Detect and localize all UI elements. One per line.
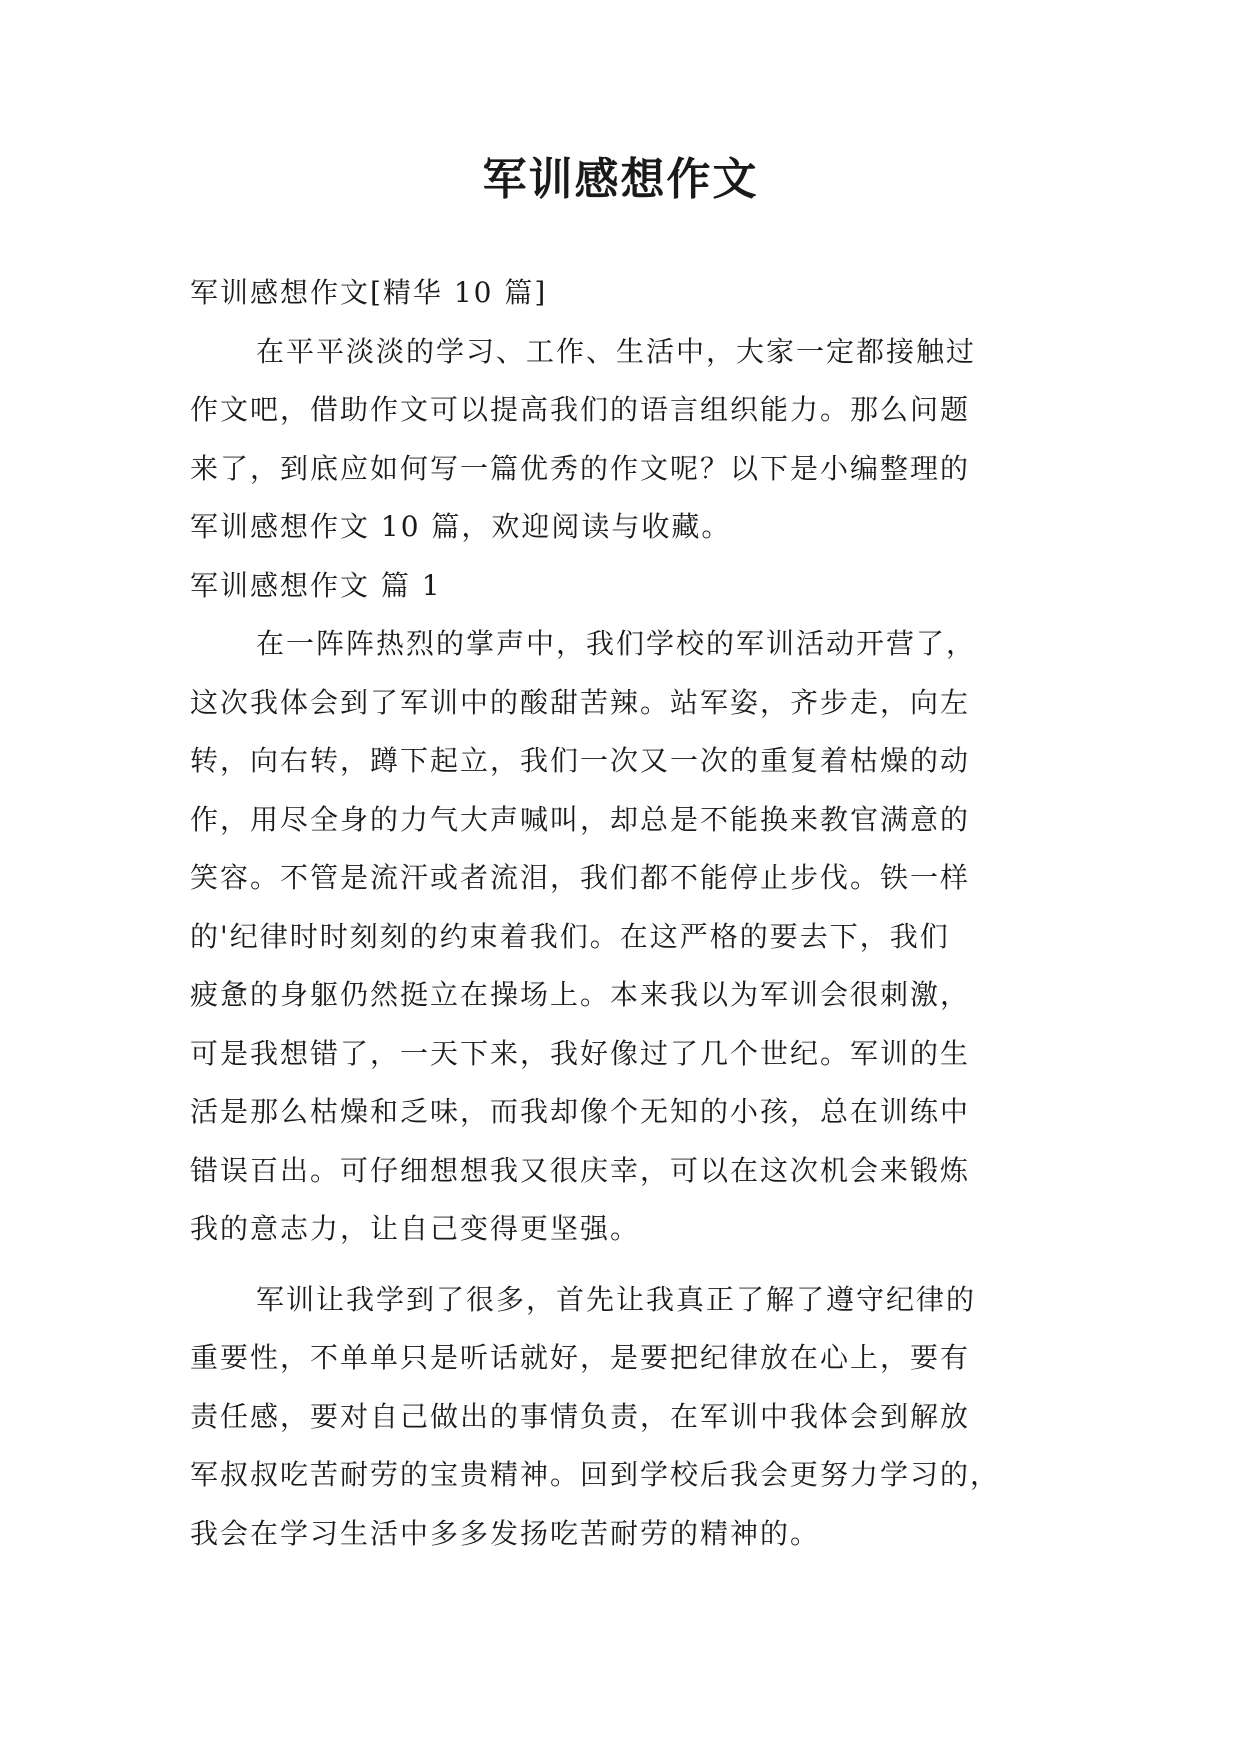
text-line: 军训感想作文 10 篇，欢迎阅读与收藏。 <box>190 510 732 543</box>
intro-paragraph <box>190 323 1056 557</box>
text-line: 重要性，不单单只是听话就好，是要把纪律放在心上，要有 <box>190 1341 971 1374</box>
paragraph-1 <box>190 615 1056 1259</box>
text-line: 的'纪律时时刻刻的约束着我们。在这严格的要去下，我们 <box>190 919 950 953</box>
text-line: 作，用尽全身的力气大声喊叫，却总是不能换来教官满意的 <box>190 802 971 836</box>
text-line: 在平平淡淡的学习、工作、生活中，大家一定都接触过 <box>256 334 977 368</box>
text-line: 我的意志力，让自己变得更坚强。 <box>190 1212 641 1245</box>
text-line: 作文吧，借助作文可以提高我们的语言组织能力。那么问题 <box>190 393 971 426</box>
document-title: 军训感想作文 <box>482 154 759 205</box>
paragraph-2 <box>190 1271 1056 1564</box>
text-line: 笑容。不管是流汗或者流泪，我们都不能停止步伐。铁一样 <box>190 861 971 894</box>
text-line: 可是我想错了，一天下来，我好像过了几个世纪。军训的生 <box>190 1036 971 1070</box>
document-subtitle: 军训感想作文[精华 10 篇] <box>190 276 548 309</box>
text-line: 错误百出。可仔细想想我又很庆幸，可以在这次机会来锻炼 <box>190 1153 971 1187</box>
text-line: 活是那么枯燥和乏味，而我却像个无知的小孩，总在训练中 <box>190 1095 971 1128</box>
text-line: 来了，到底应如何写一篇优秀的作文呢？以下是小编整理的 <box>190 451 971 485</box>
text-line: 军训让我学到了很多，首先让我真正了解了遵守纪律的 <box>256 1282 977 1316</box>
text-line: 责任感，要对自己做出的事情负责，在军训中我体会到解放 <box>190 1399 971 1433</box>
text-line: 在一阵阵热烈的掌声中，我们学校的军训活动开营了， <box>256 627 977 660</box>
document-body <box>190 264 1056 1563</box>
text-line: 转，向右转，蹲下起立，我们一次又一次的重复着枯燥的动 <box>190 744 971 777</box>
section-heading: 军训感想作文 篇 1 <box>190 568 442 602</box>
text-line: 我会在学习生活中多多发扬吃苦耐劳的精神的。 <box>190 1516 821 1550</box>
text-line: 疲惫的身躯仍然挺立在操场上。本来我以为军训会很刺激， <box>190 978 971 1011</box>
text-line: 军叔叔吃苦耐劳的宝贵精神。回到学校后我会更努力学习的， <box>190 1458 1001 1491</box>
text-line: 这次我体会到了军训中的酸甜苦辣。站军姿，齐步走，向左 <box>190 685 971 719</box>
